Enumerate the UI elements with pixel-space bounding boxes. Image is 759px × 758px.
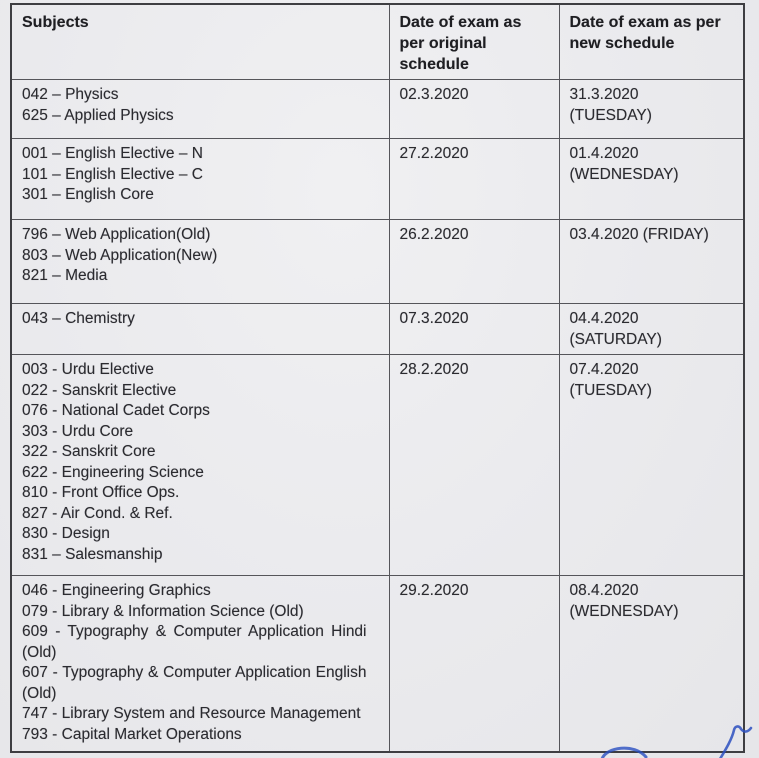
original-date-cell bbox=[389, 576, 559, 752]
subjects-cell bbox=[11, 80, 389, 139]
subject-item: 622 - Engineering Science bbox=[22, 463, 204, 481]
original-date-cell bbox=[389, 304, 559, 355]
subject-item: 303 - Urdu Core bbox=[22, 422, 134, 440]
original-date: 28.2.2020 bbox=[399, 361, 469, 378]
col-header-new-schedule: Date of exam as per new schedule bbox=[559, 4, 744, 80]
subject-item: 101 – English Elective – C bbox=[22, 165, 203, 183]
original-date: 27.2.2020 bbox=[399, 145, 469, 162]
exam-row bbox=[11, 576, 744, 752]
exam-row bbox=[11, 220, 744, 304]
subject-item: 022 - Sanskrit Elective bbox=[22, 381, 177, 399]
exam-row bbox=[11, 355, 744, 576]
subject-item: 042 – Physics bbox=[22, 86, 119, 103]
subjects-cell bbox=[11, 304, 389, 355]
subject-item: 609 - Typography & Computer Application Hindi (Old) bbox=[22, 623, 367, 661]
subject-item: 831 – Salesmanship bbox=[22, 545, 163, 563]
subject-item: 810 - Front Office Ops. bbox=[22, 484, 180, 501]
exam-row bbox=[11, 139, 744, 220]
subject-item: 625 – Applied Physics bbox=[22, 106, 174, 124]
subjects-cell bbox=[11, 139, 389, 220]
subject-item: 043 – Chemistry bbox=[22, 310, 135, 327]
original-date-cell bbox=[389, 80, 559, 139]
new-date-line: 01.4.2020 bbox=[569, 145, 639, 162]
new-date-cell bbox=[559, 139, 744, 220]
original-date: 02.3.2020 bbox=[399, 86, 469, 103]
original-date-cell bbox=[389, 355, 559, 576]
exam-schedule-table bbox=[10, 3, 745, 753]
new-date-line: (TUESDAY) bbox=[569, 106, 652, 124]
subject-item: 079 - Library & Information Science (Old) bbox=[22, 602, 304, 620]
exam-row bbox=[11, 80, 744, 139]
subject-item: 046 - Engineering Graphics bbox=[22, 582, 211, 599]
col-header-original-schedule: Date of exam as per original schedule bbox=[389, 4, 559, 80]
new-date-line: 04.4.2020 bbox=[569, 310, 639, 327]
new-date-line: (WEDNESDAY) bbox=[569, 165, 679, 183]
original-date: 07.3.2020 bbox=[399, 310, 469, 327]
header-row bbox=[11, 4, 744, 80]
new-date-line: 03.4.2020 (FRIDAY) bbox=[569, 226, 709, 243]
subject-item: 803 – Web Application(New) bbox=[22, 246, 218, 264]
subject-item: 827 - Air Cond. & Ref. bbox=[22, 504, 173, 522]
new-date-cell bbox=[559, 220, 744, 304]
subject-item: 001 – English Elective – N bbox=[22, 145, 203, 162]
new-date-line: (TUESDAY) bbox=[569, 381, 652, 399]
subject-item: 793 - Capital Market Operations bbox=[22, 725, 242, 743]
new-date-line: (SATURDAY) bbox=[569, 330, 662, 348]
subject-item: 830 - Design bbox=[22, 525, 110, 542]
subjects-cell bbox=[11, 220, 389, 304]
subject-item: 607 - Typography & Computer Application English (Old) bbox=[22, 664, 367, 702]
new-date-line: 08.4.2020 bbox=[569, 582, 639, 599]
subject-item: 301 – English Core bbox=[22, 186, 154, 203]
subject-item: 003 - Urdu Elective bbox=[22, 361, 154, 378]
subject-item: 796 – Web Application(Old) bbox=[22, 226, 211, 243]
original-date-cell bbox=[389, 139, 559, 220]
new-date-cell bbox=[559, 304, 744, 355]
original-date-cell bbox=[389, 220, 559, 304]
new-date-cell bbox=[559, 80, 744, 139]
subject-item: 821 – Media bbox=[22, 267, 108, 284]
subjects-cell bbox=[11, 355, 389, 576]
new-date-cell bbox=[559, 576, 744, 752]
new-date-line: 07.4.2020 bbox=[569, 361, 639, 378]
new-date-line: 31.3.2020 bbox=[569, 86, 639, 103]
exam-row bbox=[11, 304, 744, 355]
new-date-cell bbox=[559, 355, 744, 576]
original-date: 26.2.2020 bbox=[399, 226, 469, 243]
subject-item: 076 - National Cadet Corps bbox=[22, 402, 210, 419]
subjects-cell bbox=[11, 576, 389, 752]
subject-item: 747 - Library System and Resource Management bbox=[22, 705, 361, 722]
subject-item: 322 - Sanskrit Core bbox=[22, 443, 156, 460]
original-date: 29.2.2020 bbox=[399, 582, 469, 599]
new-date-line: (WEDNESDAY) bbox=[569, 602, 679, 620]
exam-table-body bbox=[11, 80, 744, 752]
col-header-subjects: Subjects bbox=[11, 4, 389, 80]
